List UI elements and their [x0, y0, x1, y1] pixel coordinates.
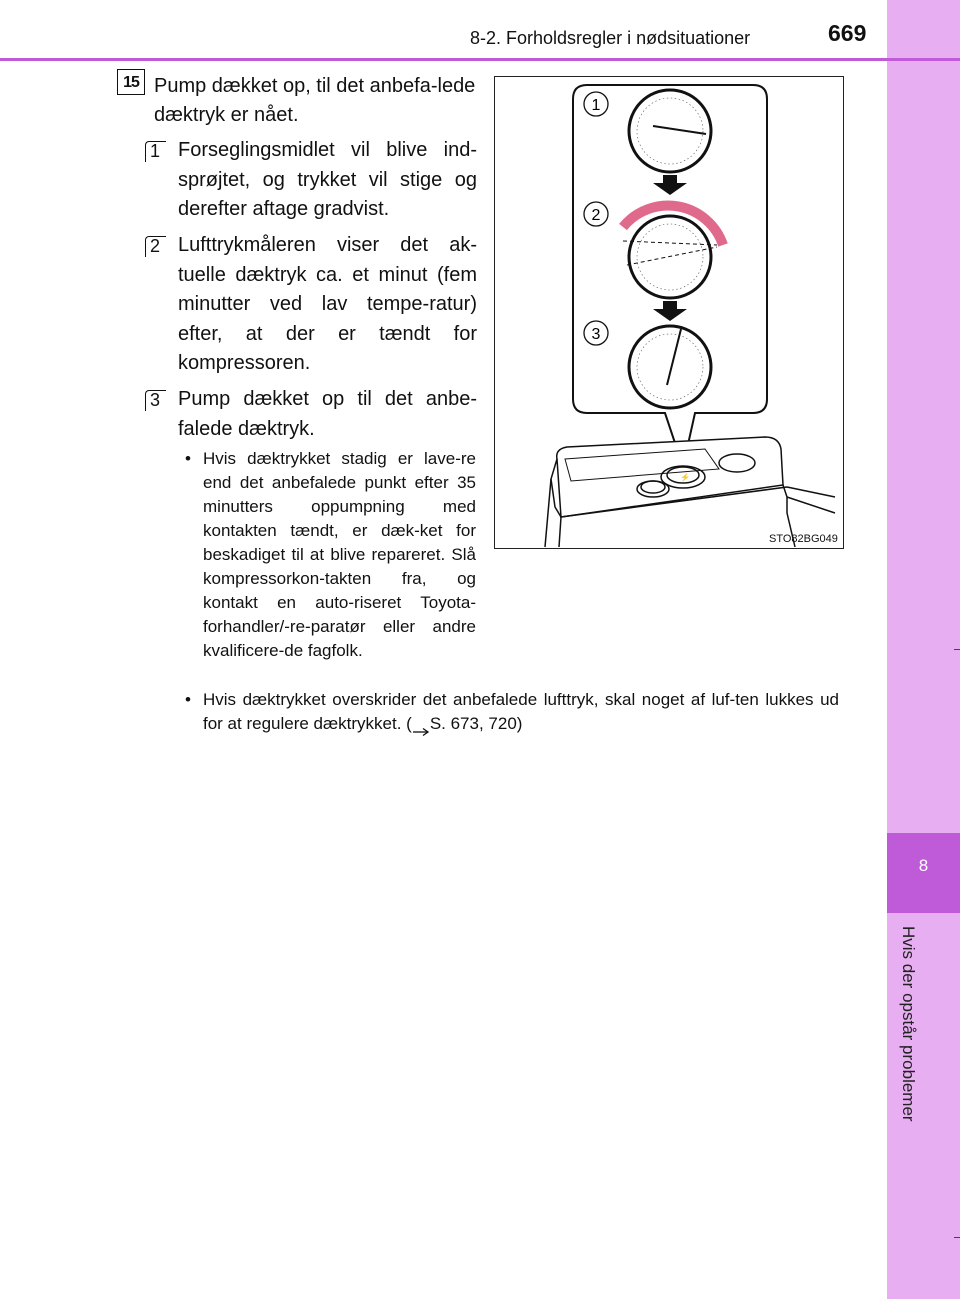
callout-number — [584, 92, 608, 116]
page-reference-link[interactable]: S. 673, 720) — [429, 714, 523, 733]
pressure-gauge — [629, 326, 711, 408]
margin-tick — [954, 649, 960, 650]
header-divider — [0, 58, 960, 61]
step-text: Pump dækket op, til det anbefa-lede dæktryk er nået. — [154, 75, 476, 126]
chapter-title-vertical: Hvis der opstår problemer — [899, 926, 918, 1122]
svg-text:3: 3 — [591, 326, 601, 343]
callout-number — [584, 321, 608, 345]
svg-text:⚡: ⚡ — [680, 473, 690, 482]
substep-text: Forseglingsmidlet vil blive ind-sprøjtet, og trykket vil stige og derefter aftage gradvist. — [178, 139, 477, 220]
svg-text:1: 1 — [591, 97, 601, 114]
substep-text: Pump dækket op til det anbe-falede dæktryk. — [178, 388, 477, 440]
compressor-gauge-illustration — [494, 76, 844, 549]
margin-tick — [954, 1237, 960, 1238]
step-number-badge: 15 — [117, 69, 145, 95]
bullet-item: • Hvis dæktrykket stadig er lave-re end det anbefalede punkt efter 35 minutters oppumpning med kontakten tændt, er dæk-ket for beskadiget til at blive repareret. Slå kompressorkon-takten fra, og kontakt en auto-riseret Toyota-forhandler/-re-paratør eller andre kvalificere-de fagfolk. — [203, 447, 476, 663]
substep-number: 3 — [143, 388, 167, 412]
chapter-number-tab[interactable]: 8 — [887, 833, 960, 913]
page-number: 669 — [828, 20, 867, 46]
callout-number — [584, 202, 608, 226]
substep-number: 2 — [143, 234, 167, 258]
svg-text:2: 2 — [591, 207, 601, 224]
pressure-gauge — [629, 90, 711, 172]
substep-text: Lufttrykmåleren viser det ak-tuelle dæktryk ca. et minut (fem minutter ved lav tempe-ratur) efter, at der er tændt for kompressoren. — [178, 234, 477, 374]
section-title: 8-2. Forholdsregler i nødsituationer — [470, 28, 751, 48]
right-arrow-icon — [412, 720, 430, 730]
tire-compressor — [545, 437, 835, 547]
bullet-text: Hvis dæktrykket overskrider det anbefalede lufttryk, skal noget af luf-ten lukkes ud for at regulere dæktrykket. ( — [203, 690, 839, 733]
substep-number: 1 — [143, 139, 167, 163]
figure-code: STO82BG049 — [769, 533, 838, 545]
bullet-item — [203, 688, 839, 736]
